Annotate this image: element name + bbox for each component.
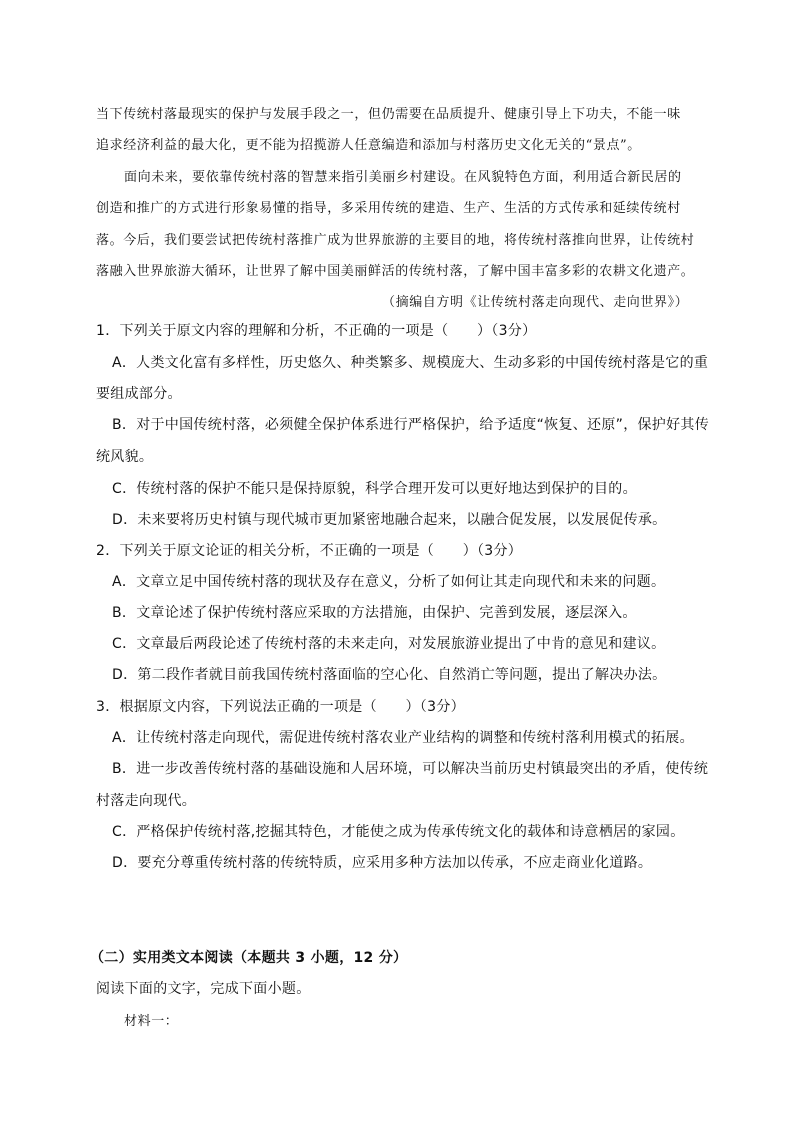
question-3-option-a: A．让传统村落走向现代，需促进传统村落农业产业结构的调整和传统村落利用模式的拓展。: [112, 730, 694, 746]
passage-line: 落融入世界旅游大循环，让世界了解中国美丽鲜活的传统村落，了解中国丰富多彩的农耕文化遗产。: [96, 264, 695, 279]
question-3-option-b: B．进一步改善传统村落的基础设施和人居环境，可以解决当前历史村镇最突出的矛盾，使传统: [112, 761, 709, 777]
section-2-instruction: 阅读下面的文字，完成下面小题。: [96, 981, 311, 997]
question-2-stem: 2．下列关于原文论证的相关分析，不正确的一项是（ ）（3分）: [96, 543, 523, 559]
question-3-option-b-cont: 村落走向现代。: [96, 793, 197, 809]
question-3-option-c: C．严格保护传统村落,挖掘其特色，才能使之成为传承传统文化的载体和诗意栖居的家园。: [112, 824, 685, 840]
passage-line: 当下传统村落最现实的保护与发展手段之一，但仍需要在品质提升、健康引导上下功夫，不能一味: [96, 107, 681, 122]
question-1-option-b: B．对于中国传统村落，必须健全保护体系进行严格保护，给予适度“恢复、还原”，保护好其传: [112, 417, 710, 433]
question-1-option-a-cont: 要组成部分。: [96, 386, 182, 402]
passage-line: 创造和推广的方式进行形象易懂的指导，多采用传统的建造、生产、生活的方式传承和延续传统村: [96, 201, 681, 216]
question-1-option-d: D．未来要将历史村镇与现代城市更加紧密地融合起来，以融合促发展，以发展促传承。: [112, 512, 667, 528]
question-1-stem: 1．下列关于原文内容的理解和分析，不正确的一项是（ ）（3分）: [96, 323, 537, 339]
question-2-option-c: C．文章最后两段论述了传统村落的未来走向，对发展旅游业提出了中肯的意见和建议。: [112, 636, 666, 652]
section-2-heading: （二）实用类文本阅读（本题共 3 小题，12 分）: [90, 950, 408, 966]
question-3-stem: 3．根据原文内容，下列说法正确的一项是（ ）（3分）: [96, 699, 465, 715]
passage-line: 面向未来，要依靠传统村落的智慧来指引美丽乡村建设。在风貌特色方面，利用适合新民居的: [124, 170, 682, 185]
material-label: 材料一：: [124, 1014, 179, 1029]
question-1-option-c: C．传统村落的保护不能只是保持原貌，科学合理开发可以更好地达到保护的目的。: [112, 481, 637, 497]
question-2-option-d: D．第二段作者就目前我国传统村落面临的空心化、自然消亡等问题，提出了解决办法。: [112, 667, 667, 683]
question-3-option-d: D．要充分尊重传统村落的传统特质，应采用多种方法加以传承，不应走商业化道路。: [112, 855, 653, 871]
question-2-option-a: A．文章立足中国传统村落的现状及存在意义，分析了如何让其走向现代和未来的问题。: [112, 574, 666, 590]
question-1-option-a: A．人类文化富有多样性，历史悠久、种类繁多、规模庞大、生动多彩的中国传统村落是它的重: [112, 355, 709, 371]
passage-line: 落。今后，我们要尝试把传统村落推广成为世界旅游的主要目的地，将传统村落推向世界，让传统村: [96, 233, 695, 248]
passage-line: 追求经济利益的最大化，更不能为招揽游人任意编造和添加与村落历史文化无关的“景点”。: [96, 138, 641, 153]
passage-source: （摘编自方明《让传统村落走向现代、走向世界》）: [382, 295, 689, 310]
question-2-option-b: B．文章论述了保护传统村落应采取的方法措施，由保护、完善到发展，逐层深入。: [112, 605, 637, 621]
question-1-option-b-cont: 统风貌。: [96, 449, 154, 465]
